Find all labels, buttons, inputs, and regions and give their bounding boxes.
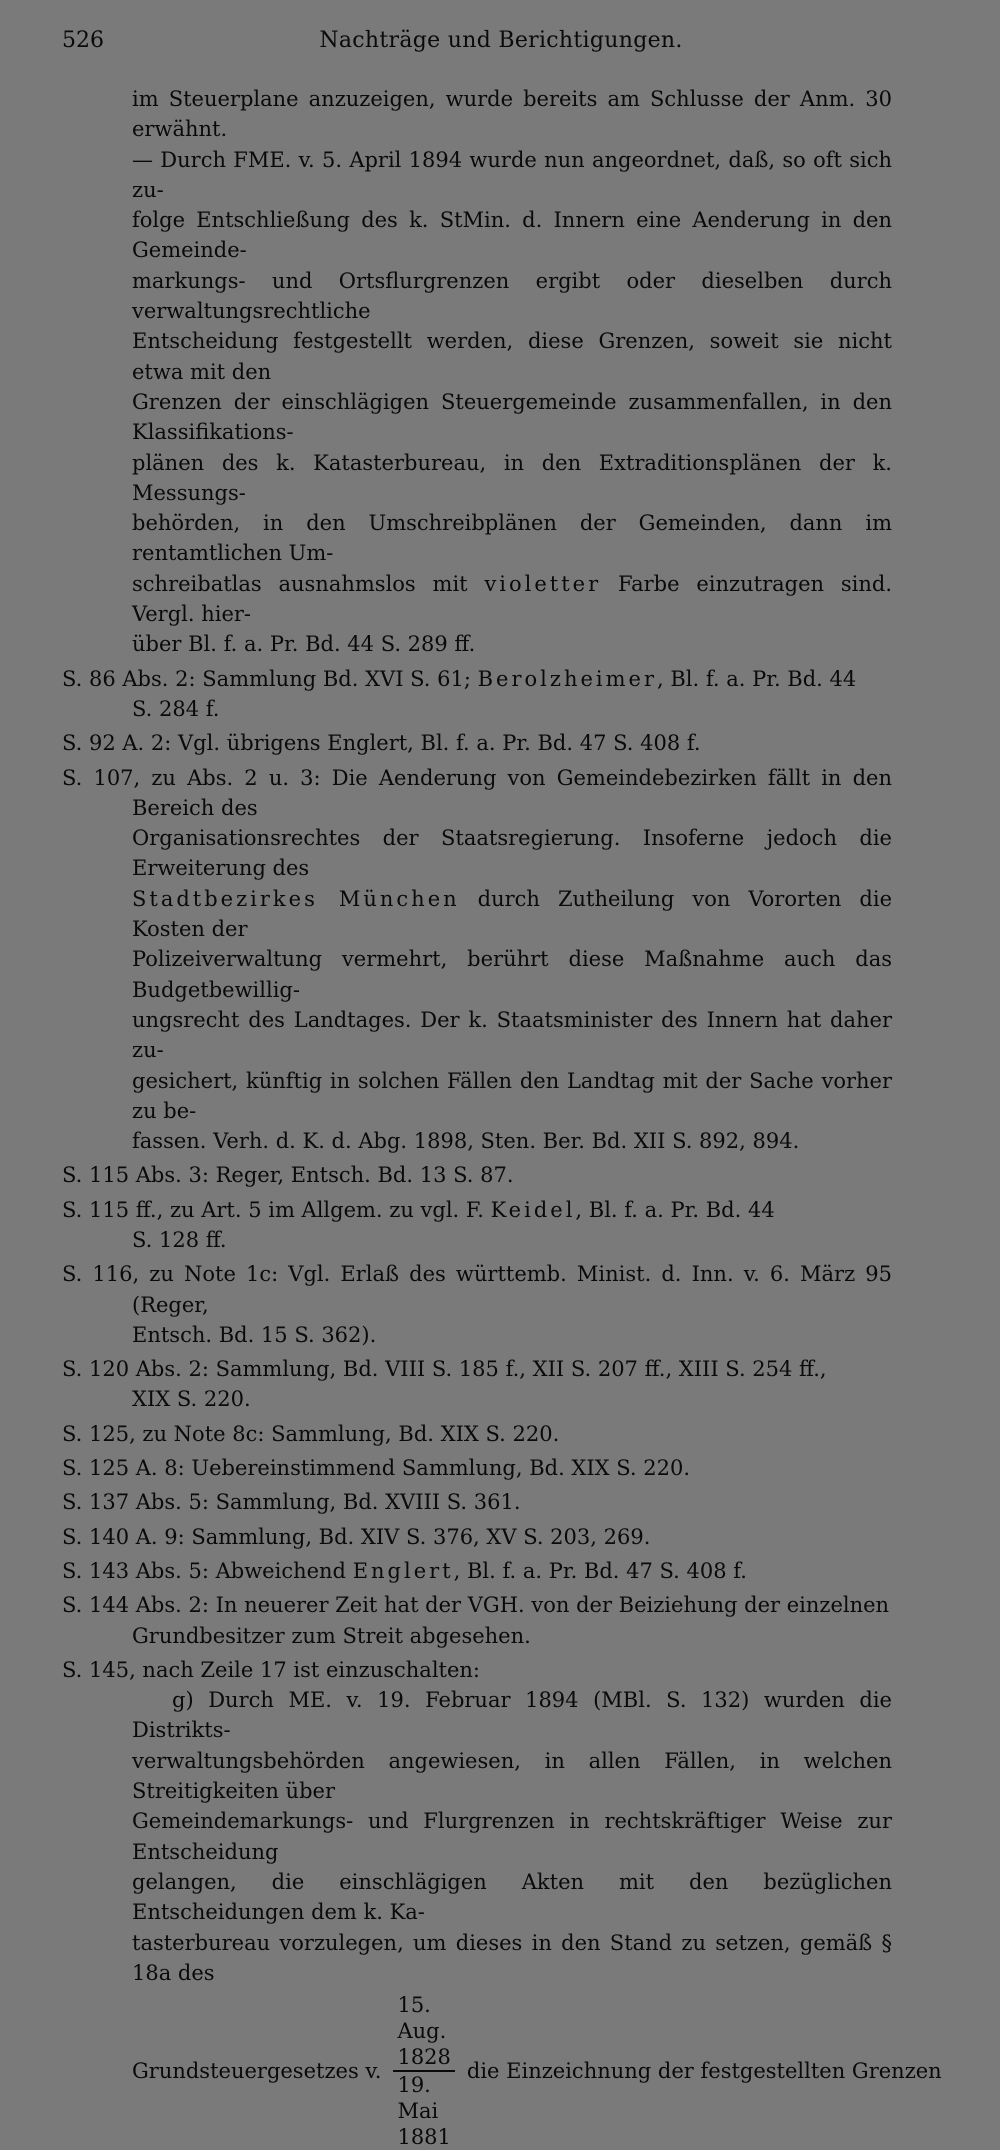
entry-s120 [62, 1354, 892, 1415]
running-title: Nachträge und Berichtigungen. [319, 28, 683, 53]
text-line: folge Entschließung des k. StMin. d. Innern eine Aenderung in den Gemeinde- [132, 208, 892, 263]
text-line: gesichert, künftig in solchen Fällen den Landtag mit der Sache vorher zu be- [132, 1068, 892, 1123]
entry-s143 [62, 1556, 892, 1586]
text-line [132, 884, 892, 945]
fraction-numerator: 15. Aug. 1828 [393, 1992, 454, 2072]
text-line: S. 92 A. 2: Vgl. übrigens Englert, Bl. f. a. Pr. Bd. 47 S. 408 f. [62, 731, 701, 756]
text-run: die Einzeichnung der festgestellten Grenzen [466, 2058, 942, 2083]
text-line: S. 120 Abs. 2: Sammlung, Bd. VIII S. 185 f., XII S. 207 ff., XIII S. 254 ff., [62, 1357, 827, 1382]
entry-s86 [62, 664, 892, 725]
emphasized-text: Stadtbezirkes München [132, 886, 460, 911]
emphasized-text: violetter [484, 571, 602, 596]
text-line: tasterbureau vorzulegen, um dieses in den Stand zu setzen, gemäß § 18a des [132, 1930, 892, 1985]
text-line: über Bl. f. a. Pr. Bd. 44 S. 289 ff. [132, 632, 476, 657]
fraction-denominator: 19. Mai 1881 [397, 2073, 451, 2150]
text-line [62, 664, 892, 694]
text-run: , Bl. f. a. Pr. Bd. 47 S. 408 f. [453, 1558, 747, 1583]
text-run: S. 115 ff., zu Art. 5 im Allgem. zu vgl. F. [62, 1197, 491, 1222]
text-line [132, 569, 892, 630]
text-line: behörden, in den Umschreibplänen der Gemeinden, dann im rentamtlichen Um- [132, 511, 892, 566]
date-fraction [393, 1992, 454, 2150]
text-run: Grundsteuergesetzes v. [132, 2058, 382, 2083]
text-line: S. 140 A. 9: Sammlung, Bd. XIV S. 376, XV S. 203, 269. [62, 1524, 651, 1549]
text-line: markungs- und Ortsflurgrenzen ergibt oder dieselben durch verwaltungsrechtliche [132, 268, 892, 324]
entry-s144 [62, 1590, 892, 1651]
entry-s140 [62, 1522, 892, 1552]
text-line: Polizeiverwaltung vermehrt, berührt diese Maßnahme auch das Budgetbewillig- [132, 947, 892, 1002]
text-line: im Steuerplane anzuzeigen, wurde bereits am Schlusse der Anm. 30 erwähnt. [132, 87, 892, 142]
text-line: S. 125, zu Note 8c: Sammlung, Bd. XIX S. 220. [62, 1421, 560, 1446]
text-line: ungsrecht des Landtages. Der k. Staatsminister des Innern hat daher zu- [132, 1007, 892, 1063]
author-name: Englert [352, 1558, 454, 1583]
text-line [62, 1195, 892, 1225]
text-line: S. 115 Abs. 3: Reger, Entsch. Bd. 13 S. 87. [62, 1163, 514, 1188]
text-line: Organisationsrechtes der Staatsregierung. Insoferne jedoch die Erweiterung des [132, 826, 892, 881]
text-line: gelangen, die einschlägigen Akten mit den bezüglichen Entscheidungen dem k. Ka- [132, 1869, 892, 1925]
text-line: — Durch FME. v. 5. April 1894 wurde nun angeordnet, daß, so oft sich zu- [132, 147, 892, 202]
text-run: , Bl. f. a. Pr. Bd. 44 [575, 1197, 775, 1222]
text-line: Entscheidung festgestellt werden, diese Grenzen, soweit sie nicht etwa mit den [132, 329, 892, 384]
entry-s145 [62, 1655, 892, 1685]
text-line-with-fraction [62, 1992, 942, 2150]
entry-s125-a8 [62, 1453, 892, 1483]
text-line: S. 145, nach Zeile 17 ist einzuschalten: [62, 1657, 481, 1682]
text-line: Grundbesitzer zum Streit abgesehen. [132, 1623, 531, 1648]
text-run: schreibatlas ausnahmslos mit [132, 571, 485, 596]
page-number: 526 [62, 28, 104, 53]
text-run: S. 143 Abs. 5: Abweichend [62, 1558, 353, 1583]
text-line: S. 137 Abs. 5: Sammlung, Bd. XVIII S. 361. [62, 1490, 521, 1515]
text-run: , Bl. f. a. Pr. Bd. 44 [657, 666, 857, 691]
entry-s115-abs3 [62, 1160, 892, 1190]
text-line: S. 116, zu Note 1c: Vgl. Erlaß des württemb. Minist. d. Inn. v. 6. März 95 (Reger, [62, 1262, 892, 1317]
entry-s92 [62, 728, 892, 758]
text-line: g) Durch ME. v. 19. Februar 1894 (MBl. S. 132) wurden die Distrikts- [132, 1688, 892, 1743]
text-line: plänen des k. Katasterbureau, in den Extraditionsplänen der k. Messungs- [132, 450, 892, 505]
text-run: Farbe einzutragen sind. Vergl. hier- [132, 571, 892, 627]
author-name: Berolzheimer [477, 666, 657, 691]
author-name: Keidel [490, 1197, 576, 1222]
entry-s137 [62, 1487, 892, 1517]
body-text [62, 84, 942, 2150]
text-run: S. 86 Abs. 2: Sammlung Bd. XVI S. 61; [62, 666, 478, 691]
text-line: XIX S. 220. [132, 1387, 251, 1412]
page-header [62, 28, 940, 60]
text-line [62, 1556, 892, 1586]
text-run: durch Zutheilung von Vororten die Kosten der [132, 886, 892, 942]
inserted-paragraph-g [62, 1685, 892, 1988]
text-line: S. 128 ff. [132, 1227, 227, 1252]
text-line: fassen. Verh. d. K. d. Abg. 1898, Sten. Ber. Bd. XII S. 892, 894. [132, 1129, 800, 1154]
entry-s107 [62, 763, 892, 1157]
intro-paragraph [62, 84, 892, 660]
entry-s125-note [62, 1419, 892, 1449]
text-line: Grenzen der einschlägigen Steuergemeinde zusammenfallen, in den Klassifikations- [132, 389, 892, 445]
text-line: Entsch. Bd. 15 S. 362). [132, 1322, 377, 1347]
entry-s116 [62, 1259, 892, 1350]
text-line: S. 125 A. 8: Uebereinstimmend Sammlung, Bd. XIX S. 220. [62, 1456, 691, 1481]
text-line: S. 284 f. [132, 696, 220, 721]
text-line: S. 144 Abs. 2: In neuerer Zeit hat der VGH. von der Beiziehung der einzelnen [62, 1593, 890, 1618]
text-line: verwaltungsbehörden angewiesen, in allen Fällen, in welchen Streitigkeiten über [132, 1748, 892, 1804]
text-line: Gemeindemarkungs- und Flurgrenzen in rechtskräftiger Weise zur Entscheidung [132, 1809, 892, 1864]
entry-s115-ff [62, 1195, 892, 1256]
text-line: S. 107, zu Abs. 2 u. 3: Die Aenderung von Gemeindebezirken fällt in den Bereich des [62, 765, 892, 820]
